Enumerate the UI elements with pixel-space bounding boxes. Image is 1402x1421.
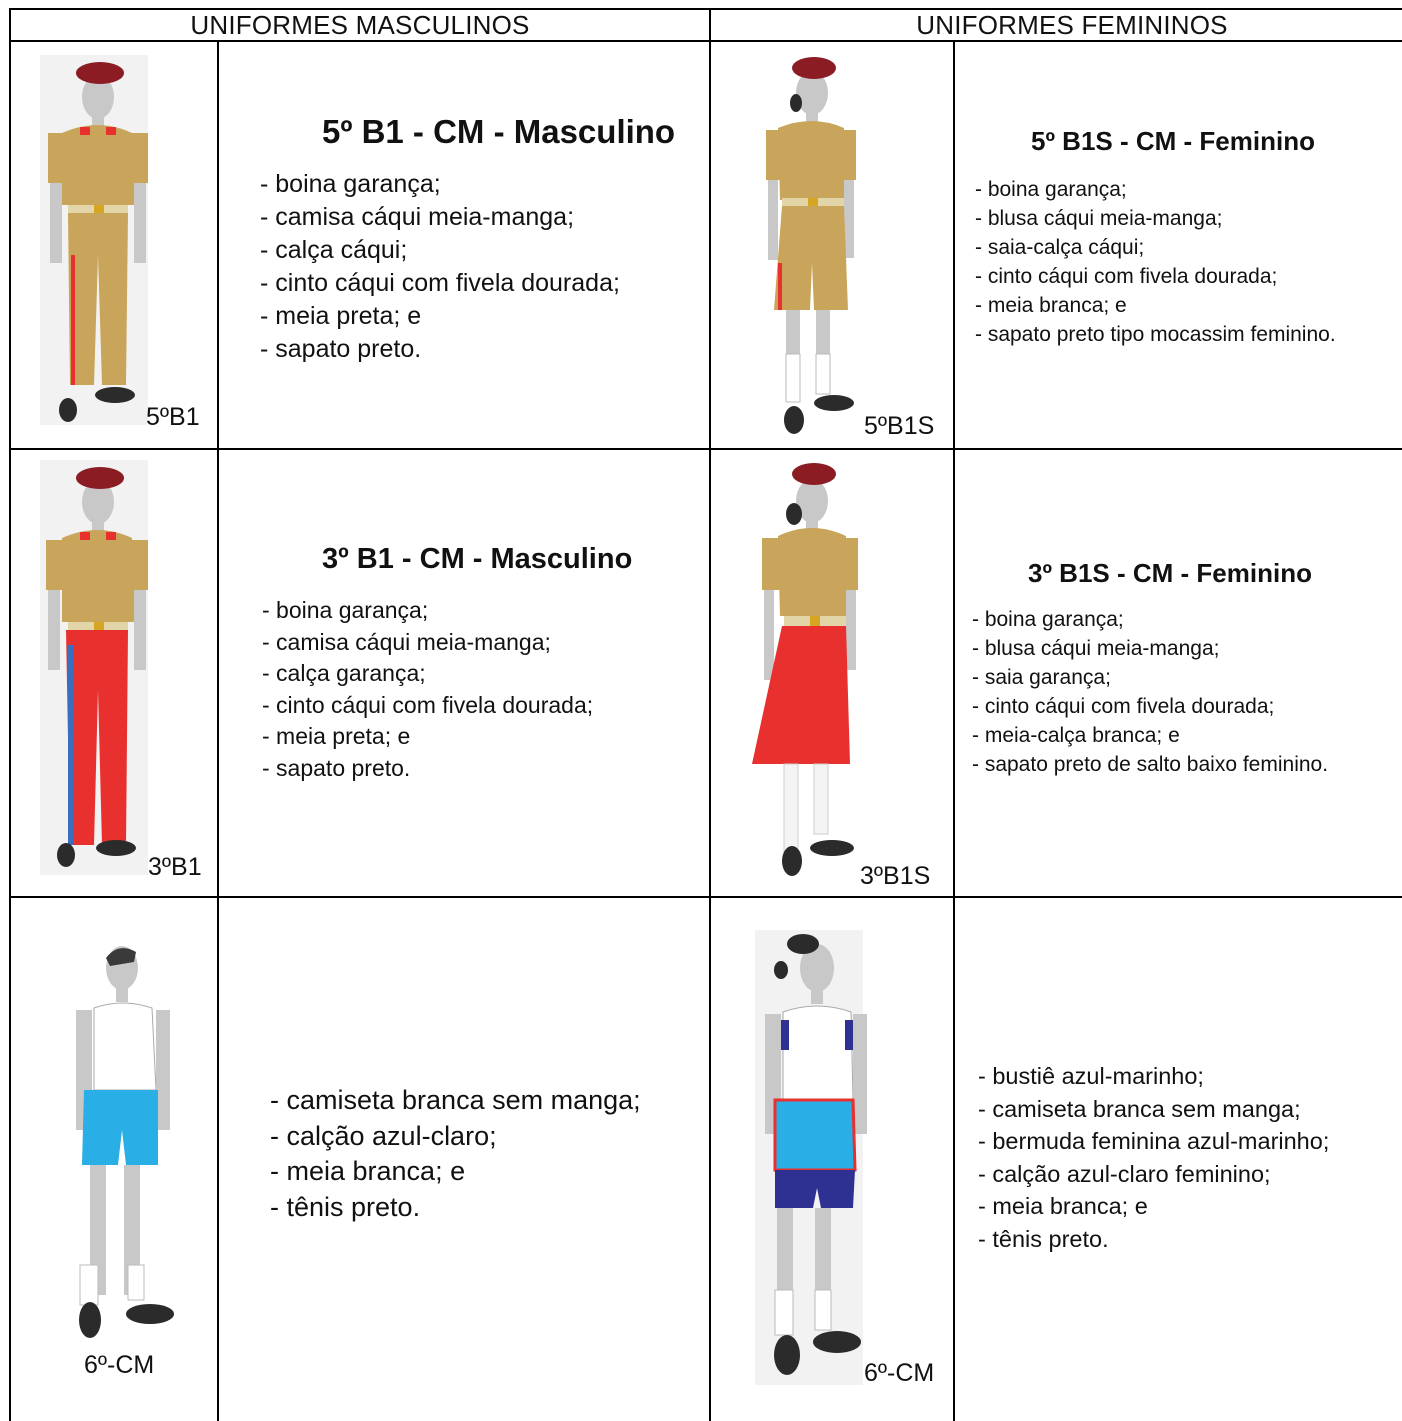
uniform-tag-6cm-female: 6º-CM (864, 1359, 935, 1387)
list-item: - sapato preto. (260, 335, 422, 363)
list-item: - camiseta branca sem manga; (978, 1095, 1301, 1122)
uniform-title-5b1: 5º B1 - CM - Masculino (322, 113, 676, 150)
uniform-tag-5b1: 5ºB1 (146, 403, 200, 431)
list-item: - meia preta; e (262, 723, 411, 749)
list-item: - boina garança; (975, 178, 1127, 201)
list-item: - camisa cáqui meia-manga; (260, 203, 575, 231)
uniform-title-3b1: 3º B1 - CM - Masculino (322, 543, 633, 575)
list-item: - meia branca; e (975, 294, 1127, 317)
list-item: - meia-calça branca; e (972, 724, 1180, 747)
uniform-list-6cm-female (978, 1060, 1329, 1255)
uniform-list-5b1 (260, 168, 620, 366)
list-item: - meia branca; e (978, 1193, 1148, 1219)
table-left-border (9, 8, 11, 1421)
list-item: - cinto cáqui com fivela dourada; (260, 269, 620, 297)
list-item: - meia preta; e (260, 302, 422, 330)
list-item: - camiseta branca sem manga; (270, 1085, 641, 1115)
uniform-list-5b1s (975, 175, 1336, 349)
uniform-tag-3b1: 3ºB1 (148, 853, 202, 881)
list-item: - tênis preto. (978, 1225, 1109, 1252)
list-item: - sapato preto tipo mocassim feminino. (975, 323, 1336, 346)
uniform-list-6cm-male (270, 1083, 641, 1225)
header-femininos: UNIFORMES FEMININOS (916, 10, 1228, 40)
uniform-figure-3b1s (750, 456, 870, 886)
uniform-figure-6cm-female (755, 930, 875, 1390)
uniform-figure-6cm-male (60, 940, 180, 1350)
uniform-list-3b1s (972, 605, 1328, 779)
list-item: - saia-calça cáqui; (975, 236, 1145, 259)
uniform-tag-3b1s: 3ºB1S (860, 862, 931, 890)
column-divider-male (217, 40, 219, 1421)
list-item: - boina garança; (972, 608, 1124, 631)
uniform-figure-5b1 (40, 55, 160, 430)
list-item: - cinto cáqui com fivela dourada; (972, 695, 1275, 718)
list-item: - blusa cáqui meia-manga; (975, 207, 1223, 230)
list-item: - meia branca; e (270, 1156, 466, 1186)
column-divider-female (953, 40, 955, 1421)
uniform-title-3b1s: 3º B1S - CM - Feminino (1028, 558, 1312, 588)
list-item: - camisa cáqui meia-manga; (262, 628, 551, 655)
list-item: - cinto cáqui com fivela dourada; (262, 691, 594, 718)
list-item: - cinto cáqui com fivela dourada; (975, 265, 1278, 288)
list-item: - calção azul-claro; (270, 1120, 497, 1151)
list-item: - tênis preto. (270, 1191, 421, 1222)
uniform-figure-5b1s (752, 48, 872, 440)
list-item: - saia garança; (972, 666, 1111, 689)
list-item: - sapato preto. (262, 754, 411, 781)
list-item: - calção azul-claro feminino; (978, 1160, 1271, 1187)
list-item: - calça cáqui; (260, 236, 408, 264)
list-item: - sapato preto de salto baixo feminino. (972, 753, 1329, 776)
list-item: - boina garança; (262, 597, 429, 623)
list-item: - bustiê azul-marinho; (978, 1063, 1204, 1089)
uniform-tag-5b1s: 5ºB1S (864, 412, 935, 440)
header-masculinos: UNIFORMES MASCULINOS (190, 10, 530, 40)
list-item: - boina garança; (260, 170, 441, 198)
uniform-figure-3b1 (40, 460, 160, 880)
uniform-list-3b1 (262, 595, 593, 784)
column-divider-center (709, 8, 711, 1421)
list-item: - bermuda feminina azul-marinho; (978, 1128, 1330, 1154)
list-item: - blusa cáqui meia-manga; (972, 637, 1220, 660)
uniform-tag-6cm-male: 6º-CM (84, 1351, 155, 1379)
uniform-title-5b1s: 5º B1S - CM - Feminino (1031, 126, 1315, 156)
list-item: - calça garança; (262, 660, 426, 686)
